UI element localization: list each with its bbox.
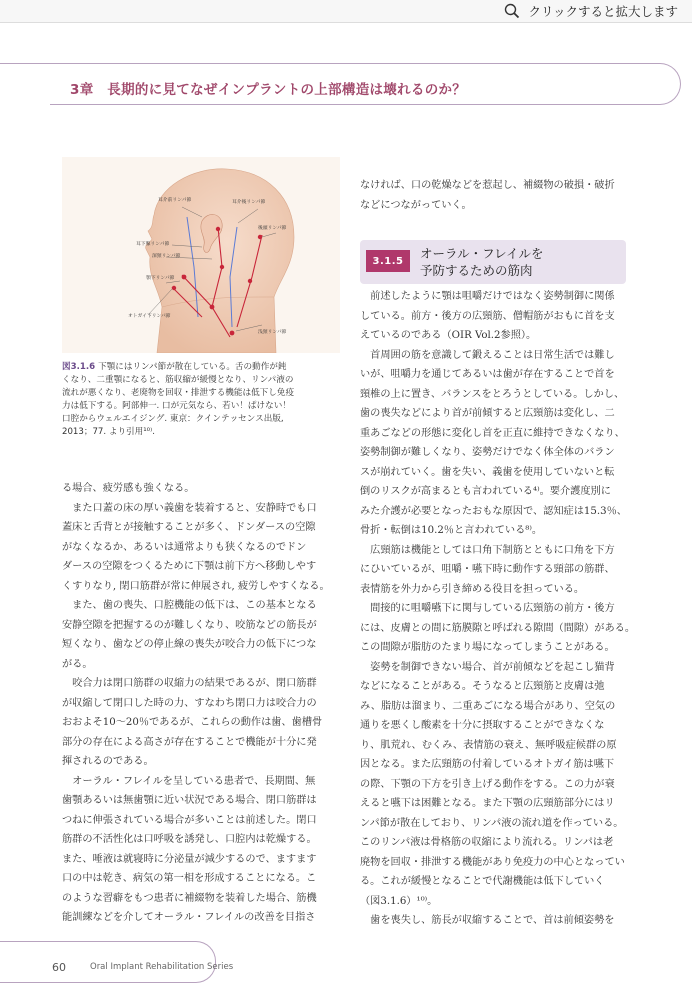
body-line: 短くなり、歯などの停止線の喪失が咬合力の低下につな xyxy=(62,639,317,650)
series-title: Oral Implant Rehabilitation Series xyxy=(90,962,234,972)
body-line: 廃物を回収・排泄する機能があり免疫力の中心となってい xyxy=(360,856,625,868)
label-deep-cervical: 深頸リンパ節 xyxy=(152,254,181,259)
body-line: などになることがある。そうなると広頸筋と皮膚は弛 xyxy=(360,681,605,692)
section-heading xyxy=(360,240,626,284)
label-occipital: 後頭リンパ節 xyxy=(258,226,287,231)
zoom-button[interactable] xyxy=(504,1,678,21)
body-line: えると嚥下は困難となる。また下顎の広頸筋部分にはリ xyxy=(360,798,615,809)
body-line: る。これが緩慢となることで代謝機能は低下していく xyxy=(360,876,605,887)
body-line: のような習癖をもつ患者に補綴物を装着した場合、筋機 xyxy=(62,892,317,904)
magnifier-icon xyxy=(504,3,520,19)
body-line: 頸椎の上に置き、バランスをとろうとしている。しかし、 xyxy=(360,388,625,400)
page-number: 60 xyxy=(52,961,66,974)
body-line: 通りを悪くし酸素を十分に摂取することができなくな xyxy=(360,720,605,731)
body-line: 因となる。また広頸筋の付着しているオトガイ筋は嚥下 xyxy=(360,759,615,770)
body-line: 姿勢制御が難しくなり、姿勢だけでなく体全体のバラン xyxy=(360,447,615,458)
body-line: り、肌荒れ、むくみ、表情筋の衰え、無呼吸症候群の原 xyxy=(360,739,617,751)
body-line: 骨折・転倒は10.2％と言われている⁸⁾。 xyxy=(360,525,543,536)
body-line: つねに伸張されている場合が多いことは前述した。閉口 xyxy=(62,814,317,826)
body-line: 歯顎あるいは無歯顎に近い状況である場合、閉口筋群は xyxy=(62,795,317,806)
label-superficial-cervical: 浅頸リンパ節 xyxy=(258,330,287,335)
body-line: み、脂肪は溜まり、二重あごになる場合があり、空気の xyxy=(360,700,616,712)
body-line: 咬合力は閉口筋群の収縮力の結果であるが、閉口筋群 xyxy=(62,678,317,689)
body-line: 口の中は乾き、病気の第一相を形成することになる。こ xyxy=(62,873,317,884)
body-line: （図3.1.6）¹⁰⁾。 xyxy=(360,895,438,907)
body-line: みた介護が必要となったおもな原因で、認知症は15.3％、 xyxy=(360,505,627,517)
body-line: また、歯の喪失、口腔機能の低下は、この基本となる xyxy=(62,600,317,611)
label-submental: オトガイ下リンパ節 xyxy=(128,314,171,319)
zoom-label: クリックすると拡大します xyxy=(528,4,678,19)
body-line: 蓋床と舌背とが接触することが多く、ドンダースの空隙 xyxy=(62,522,316,533)
body-line: の際、下顎の下方を引き上げる動作をする。この力が衰 xyxy=(360,778,615,790)
right-column-body xyxy=(360,287,640,931)
caption-line: 口腔からウェルエイジング. 東京：クインテッセンス出版, xyxy=(62,414,284,424)
label-parotid: 耳下腺リンパ節 xyxy=(136,242,170,247)
book-page xyxy=(0,22,692,1004)
caption-line: くなり、二重顎になると、筋収縮が緩慢となり、リンパ液の xyxy=(62,375,294,385)
body-line: している。前方・後方の広頸筋、僧帽筋がおもに首を支 xyxy=(360,310,615,322)
body-line: 部分の存在による高さが存在することで機能が十分に発 xyxy=(62,736,317,748)
viewer-toolbar xyxy=(0,0,692,22)
body-line: 倒のリスクが高まるとも言われている⁴⁾。要介護度別に xyxy=(360,486,611,497)
body-line: 間接的に咀嚼嚥下に関与している広頸筋の前方・後方 xyxy=(360,603,615,614)
body-line: ンパ節が散在しており、リンパ液の流れ道を作っている。 xyxy=(360,817,624,829)
body-line: 前述したように顎は咀嚼だけではなく姿勢制御に関係 xyxy=(360,291,615,302)
caption-line: 力は低下する。阿部伸一. 口が元気なら、若い！ぱけない！ xyxy=(62,401,291,411)
head-illustration xyxy=(62,157,340,353)
body-line: 能訓練などを介してオーラル・フレイルの改善を目指さ xyxy=(62,912,316,923)
caption-line: 流れが悪くなり、老廃物を回収・排泄する機能は低下し免疫 xyxy=(62,388,295,398)
body-line: ダースの空隙をつくるために下顎は前下方へ移動しやす xyxy=(62,561,317,572)
caption-number: 図3.1.6 xyxy=(62,362,96,372)
body-line: スが崩れていく。歯を失い、義歯を使用していないと転 xyxy=(360,466,615,478)
section-title-line: オーラル・フレイルを xyxy=(420,246,544,261)
right-column-top xyxy=(360,176,640,215)
body-line: 重あごなどの形態に変化し首を正直に維持できなくなり、 xyxy=(360,427,625,439)
label-postauricular: 耳介後リンパ節 xyxy=(232,200,266,205)
header-rule xyxy=(0,63,52,64)
body-line: 姿勢を制御できない場合、首が前傾などを起こし猫背 xyxy=(360,661,615,673)
body-line: が収縮して閉口した時の力、すなわち閉口力は咬合力の xyxy=(62,697,317,709)
body-line: いが、咀嚼力を通じてあるいは歯が存在することで首を xyxy=(360,369,615,380)
label-preauricular: 耳介前リンパ節 xyxy=(158,198,192,203)
figure-caption xyxy=(62,361,344,439)
body-line: がる。 xyxy=(62,658,93,670)
body-line: また、唾液は就寝時に分泌量が減少するので、ますます xyxy=(62,853,317,865)
body-line: がなくなるか、あるいは通常よりも狭くなるのでドン xyxy=(62,541,307,553)
body-line: 揮されるのである。 xyxy=(62,756,154,767)
section-number: 3.1.5 xyxy=(366,250,410,272)
section-title xyxy=(420,245,544,279)
body-line: えているのである（OIR Vol.2参照）。 xyxy=(360,330,537,341)
body-line: には、皮膚との間に筋膜隙と呼ばれる隙間（間隙）がある。 xyxy=(360,622,636,634)
body-line: 安静空隙を把握するのが難しくなり、咬筋などの筋長が xyxy=(62,619,317,631)
body-line: 筋群の不活性化は口呼吸を誘発し、口腔内は乾燥する。 xyxy=(62,834,317,845)
chapter-title: 3章 長期的に見てなぜインプラントの上部構造は壊れるのか？ xyxy=(70,82,467,98)
caption-line: 下顎にはリンパ節が散在している。舌の動作が鈍 xyxy=(98,362,287,372)
body-line: くすりなり, 閉口筋群が常に伸展され, 疲労しやすくなる。 xyxy=(62,580,330,592)
lymph-node-figure xyxy=(62,157,340,353)
body-line: 首周囲の筋を意識して鍛えることは日常生活では難し xyxy=(360,349,615,361)
left-column-body xyxy=(62,479,346,928)
body-line: この間隙が脂肪のたまり場になってしまうことがある。 xyxy=(360,642,615,653)
body-line: また口蓋の床の厚い義歯を装着すると、安静時でも口 xyxy=(62,502,317,514)
section-title-line: 予防するための筋肉 xyxy=(420,263,533,278)
body-line: などにつながっていく。 xyxy=(360,199,472,211)
body-line: る場合、疲労感も強くなる。 xyxy=(62,483,195,494)
body-line: 広頸筋は機能としては口角下制筋とともに口角を下方 xyxy=(360,544,615,556)
body-line: 歯の喪失などにより首が前傾すると広頸筋は変化し、二 xyxy=(360,408,615,419)
body-line: にひいているが、咀嚼・嚥下時に動作する頸部の筋群、 xyxy=(360,564,615,575)
body-line: 歯を喪失し、筋長が収縮することで、首は前傾姿勢を xyxy=(360,915,615,926)
body-line: なければ、口の乾燥などを惹起し、補綴物の破損・破折 xyxy=(360,180,615,191)
body-line: おおよそ10～20％であるが、これらの動作は歯、歯槽骨 xyxy=(62,717,323,728)
body-line: 表情筋を外力から引き締める役目を担っている。 xyxy=(360,583,585,595)
label-submandibular: 顎下リンパ節 xyxy=(146,276,175,281)
body-line: このリンパ液は骨格筋の収縮により流れる。リンパは老 xyxy=(360,837,614,848)
body-line: オーラル・フレイルを呈している患者で、長期間、無 xyxy=(62,775,316,787)
caption-line: 2013；77. より引用¹⁰⁾. xyxy=(62,427,155,437)
